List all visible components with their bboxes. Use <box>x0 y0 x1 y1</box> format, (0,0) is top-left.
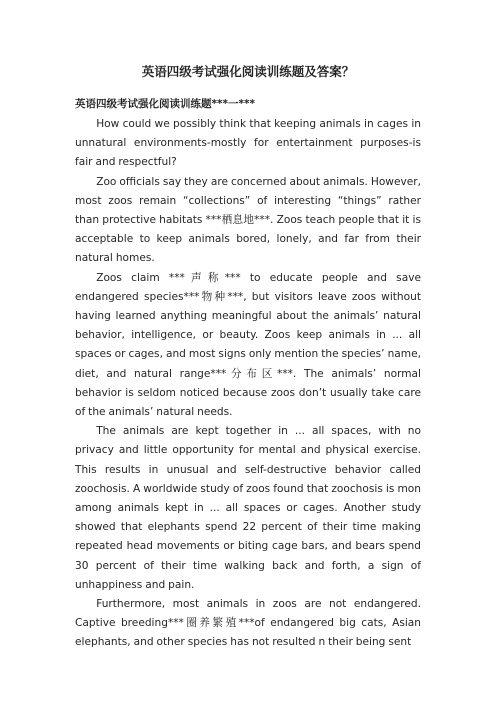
section-heading: 英语四级考试强化阅读训练题***一*** <box>75 98 255 110</box>
paragraph: Zoo officials say they are concerned about animals. However, most zoos remain “collections” of interesting “things” rather than protective habitats ***栖息地***. Zoos teach people that it is acceptable to keep animals bored, lonely, and far from their natural homes. <box>75 175 421 265</box>
paragraph: How could we possibly think that keeping animals in cages in unnatural environments-mostly for entertainment purposes-is fair and respectful? <box>75 118 421 169</box>
paragraph: Zoos claim ***声称*** to educate people and save endangered species***物种***, but visitors leave zoos without having learned anything meaningful about the animals’ natural behavior, intelligence, or beauty. Zoos keep animals in ... all spaces or cages, and most signs only mention the species’ name, diet, and natural range***分布区***. The animals’ normal behavior is seldom noticed because zoos don’t usually take care of the animals’ natural needs. <box>75 271 421 419</box>
paragraph: Furthermore, most animals in zoos are not endangered. Captive breeding***圈养繁殖***of endangered big cats, Asian elephants, and other species has not resulted n their being sent <box>75 598 421 649</box>
document-body <box>75 115 421 653</box>
paragraph: The animals are kept together in ... all spaces, with no privacy and little opportunity for mental and physical exercise. This results in unusual and self-destructive behavior called zoochosis. A worldwide study of zoos found that zoochosis is mon among animals kept in ... all spaces or cages. Another study showed that elephants spend 22 percent of their time making repeated head movements or biting cage bars, and bears spend 30 percent of their time walking back and forth, a sign of unhappiness and pain. <box>75 425 421 591</box>
document-title: 英语四级考试强化阅读训练题及答案？ <box>141 64 355 79</box>
